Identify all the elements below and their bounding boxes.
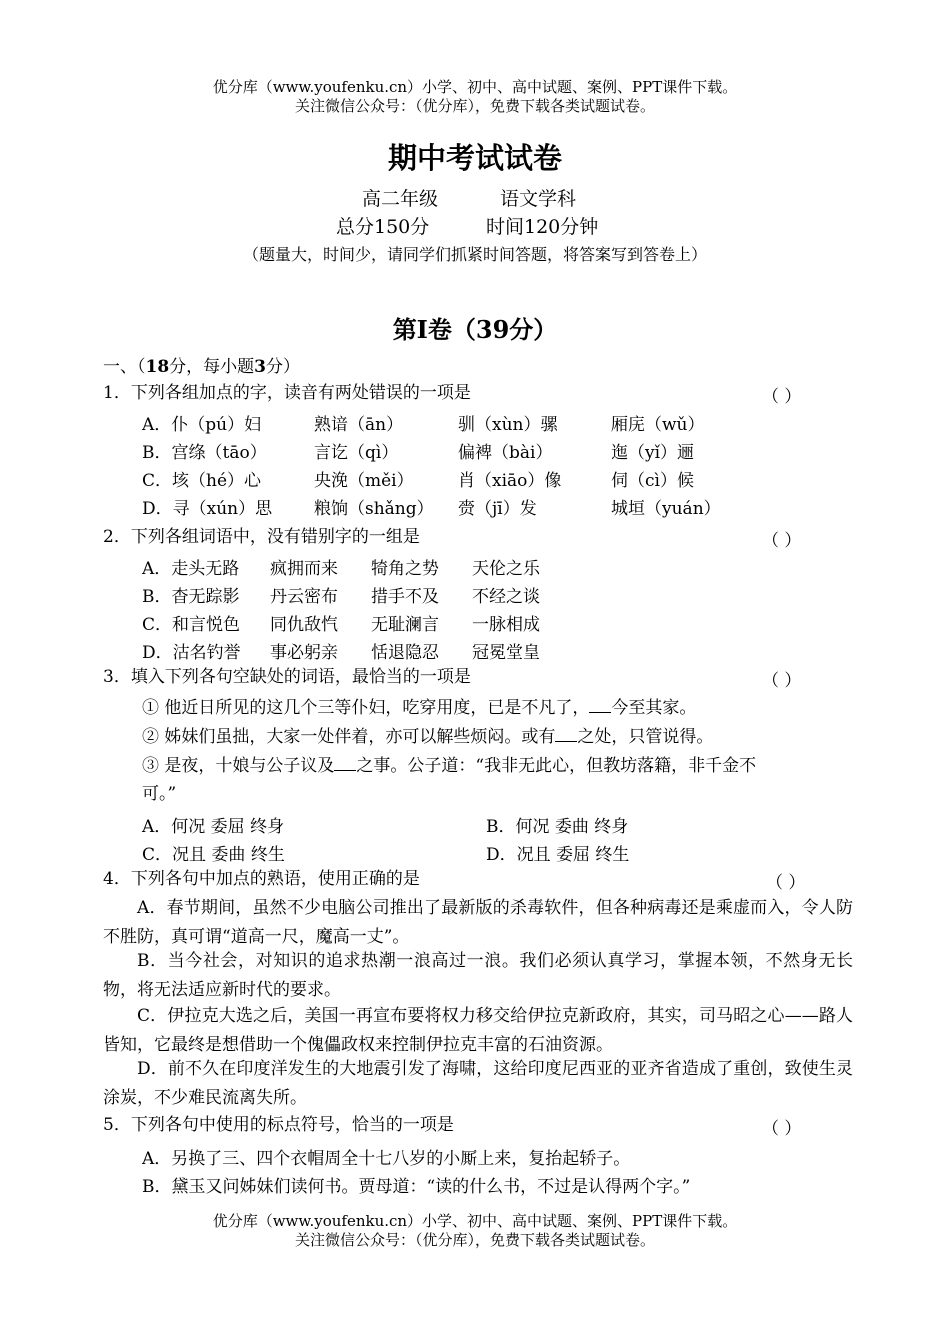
q1-option-a4: 厢庑（wǔ）: [611, 415, 705, 435]
q2-option-c2: 同仇敌忾: [270, 615, 338, 635]
q1-option-c3: 肖（xiāo）像: [458, 471, 562, 491]
question-1-stem: 1．下列各组加点的字，读音有两处错误的一项是: [103, 383, 471, 403]
q2-option-c3: 无耻澜言: [371, 615, 439, 635]
q1-option-c2: 央浼（měi）: [314, 471, 414, 491]
question-3-stem: 3．填入下列各句空缺处的词语，最恰当的一项是: [103, 667, 471, 687]
exam-note: （题量大，时间少，请同学们抓紧时间答题，将答案写到答卷上）: [242, 245, 707, 264]
q1-option-b4: 迤（yǐ）逦: [611, 443, 695, 463]
site-header-line2: 关注微信公众号：（优分库），免费下载各类试题试卷。: [294, 97, 655, 115]
q2-option-d1: D．沽名钓誉: [142, 643, 241, 663]
q3-blank-3: [334, 756, 356, 771]
q2-option-b3: 措手不及: [371, 587, 439, 607]
q1-option-b3: 偏裨（bài）: [458, 443, 553, 463]
q1-option-a1: A．仆（pú）妇: [142, 415, 262, 435]
section-title: 第Ⅰ卷（39分）: [392, 315, 558, 344]
question-1-answer-paren: （ ）: [762, 387, 802, 407]
question-2-stem: 2．下列各组词语中，没有错别字的一组是: [103, 527, 420, 547]
page-title: 期中考试试卷: [387, 141, 562, 175]
q2-option-d3: 恬退隐忍: [371, 643, 439, 663]
question-3-answer-paren: （ ）: [762, 671, 802, 691]
q3-sentence-3: ③ 是夜，十娘与公子议及 之事。公子道：“我非无此心，但教坊落籍，非千金不: [142, 756, 757, 776]
q3-option-d: D．况且 委屈 终生: [486, 845, 630, 865]
grade-label: 高二年级: [362, 188, 439, 210]
q1-option-d4: 城垣（yuán）: [611, 499, 721, 519]
q3-sentence-1: ① 他近日所见的这几个三等仆妇，吃穿用度，已是不凡了， 今至其家。: [142, 698, 697, 718]
q2-option-d2: 事必躬亲: [270, 643, 338, 663]
question-4-answer-paren: （ ）: [766, 873, 806, 893]
q2-option-a1: A．走头无路: [142, 559, 240, 579]
q3-blank-1: [589, 698, 611, 713]
question-2-answer-paren: （ ）: [762, 531, 802, 551]
q3-option-c: C．况且 委曲 终生: [142, 845, 285, 865]
site-footer-line2: 关注微信公众号：（优分库），免费下载各类试题试卷。: [294, 1231, 655, 1249]
q3-sentence-2: ② 姊妹们虽拙，大家一处伴着，亦可以解些烦闷。或有 之处，只管说得。: [142, 727, 714, 747]
q1-option-d1: D．寻（xún）思: [142, 499, 273, 519]
q5-option-b: B．黛玉又问姊妹们读何书。贾母道：“读的什么书，不过是认得两个字。”: [142, 1177, 691, 1197]
total-score: 总分150分: [336, 216, 430, 238]
q4-option-a: A．春节期间，虽然不少电脑公司推出了最新版的杀毒软件，但各种病毒还是乘虚而入，令人防不胜防，真可谓“道高一尺，魔高一丈”。: [103, 898, 853, 947]
q2-option-b1: B．杳无踪影: [142, 587, 240, 607]
q4-option-c: C．伊拉克大选之后，美国一再宣布要将权力移交给伊拉克新政府，其实，司马昭之心——路人皆知，它最终是想借助一个傀儡政权来控制伊拉克丰富的石油资源。: [103, 1006, 853, 1055]
q2-option-b4: 不经之谈: [472, 587, 540, 607]
q2-option-c1: C．和言悦色: [142, 615, 241, 635]
site-footer-line1: 优分库（www.youfenku.cn）小学、初中、高中试题、案例、PPT课件下载。: [212, 1212, 738, 1230]
q2-option-c4: 一脉相成: [472, 615, 540, 635]
question-4-stem: 4．下列各句中加点的熟语，使用正确的是: [103, 869, 420, 889]
q1-option-d2: 粮饷（shǎng）: [314, 499, 434, 519]
q4-option-b: B．当今社会，对知识的追求热潮一浪高过一浪。我们必须认真学习，掌握本领，不然身无长物，将无法适应新时代的要求。: [103, 951, 853, 1000]
subject-label: 语文学科: [500, 188, 577, 210]
part-one-heading: 一、（18分，每小题3分）: [103, 357, 301, 377]
q5-option-a: A．另换了三、四个衣帽周全十七八岁的小厮上来，复抬起轿子。: [142, 1149, 631, 1169]
q1-option-b2: 言讫（qì）: [314, 443, 399, 463]
question-5-stem: 5．下列各句中使用的标点符号，恰当的一项是: [103, 1115, 454, 1135]
q1-option-a2: 熟谙（ān）: [314, 415, 404, 435]
q3-sentence-3-cont: 可。”: [142, 784, 177, 804]
q1-option-c4: 伺（cì）候: [611, 471, 694, 491]
q2-option-d4: 冠冕堂皇: [472, 643, 540, 663]
q1-option-c1: C．垓（hé）心: [142, 471, 262, 491]
q4-option-d: D．前不久在印度洋发生的大地震引发了海啸，这给印度尼西亚的亚齐省造成了重创，致使生灵涂炭，不少难民流离失所。: [103, 1059, 853, 1108]
q1-option-a3: 驯（xùn）骡: [458, 415, 558, 435]
q1-option-d3: 赍（jī）发: [458, 499, 537, 519]
q1-option-b1: B．宫绦（tāo）: [142, 443, 267, 463]
q3-option-a: A．何况 委屈 终身: [142, 817, 285, 837]
q2-option-a4: 天伦之乐: [472, 559, 540, 579]
q3-option-b: B．何况 委曲 终身: [486, 817, 629, 837]
q3-blank-2: [555, 727, 577, 742]
q2-option-b2: 丹云密布: [270, 587, 338, 607]
site-header-line1: 优分库（www.youfenku.cn）小学、初中、高中试题、案例、PPT课件下载。: [212, 78, 738, 96]
q2-option-a2: 疯拥而来: [270, 559, 338, 579]
question-5-answer-paren: （ ）: [762, 1119, 802, 1139]
q2-option-a3: 犄角之势: [371, 559, 439, 579]
exam-time: 时间120分钟: [486, 216, 599, 238]
